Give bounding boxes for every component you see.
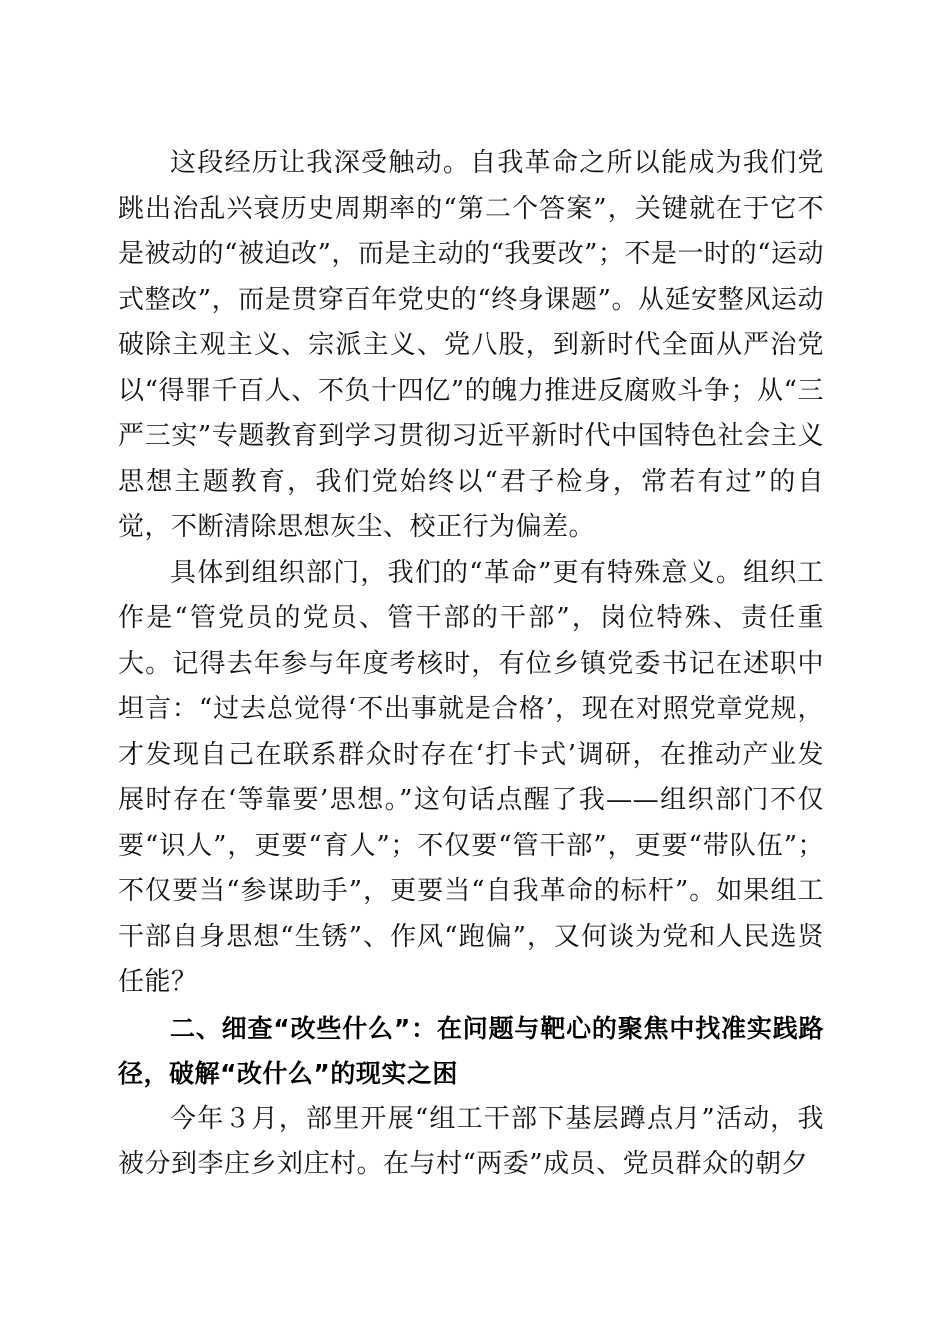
body-paragraph-1: 这段经历让我深受触动。自我革命之所以能成为我们党跳出治乱兴衰历史周期率的“第二个答案”，关键就在于它不是被动的“被迫改”，而是主动的“我要改”；不是一时的“运动式整改”，而是贯穿百年党史的“终身课题”。从延安整风运动破除主观主义、宗派主义、党八股，到新时代全面从严治党以“得罪千百人、不负十四亿”的魄力推进反腐败斗争；从“三严三实”专题教育到学习贯彻习近平新时代中国特色社会主义思想主题教育，我们党始终以“君子检身，常若有过”的自觉，不断清除思想灰尘、校正行为偏差。 (118, 148, 824, 542)
body-paragraph-2: 具体到组织部门，我们的“革命”更有特殊意义。组织工作是“管党员的党员、管干部的干部”，岗位特殊、责任重大。记得去年参与年度考核时，有位乡镇党委书记在述职中坦言：“过去总觉得‘不出事就是合格’，现在对照党章党规，才发现自己在联系群众时存在‘打卡式’调研，在推动产业发展时存在‘等靠要’思想。”这句话点醒了我——组织部门不仅要“识人”，更要“育人”；不仅要“管干部”，更要“带队伍”；不仅要当“参谋助手”，更要当“自我革命的标杆”。如果组工干部自身思想“生锈”、作风“跑偏”，又何谈为党和人民选贤任能？ (118, 557, 824, 997)
section-heading: 二、细查“改些什么”：在问题与靶心的聚焦中找准实践路径，破解“改什么”的现实之困 (118, 1013, 824, 1088)
body-paragraph-3: 今年３月，部里开展“组工干部下基层蹲点月”活动，我被分到李庄乡刘庄村。在与村“两委”成员、党员群众的朝夕 (118, 1103, 824, 1179)
document-body (118, 141, 824, 1188)
